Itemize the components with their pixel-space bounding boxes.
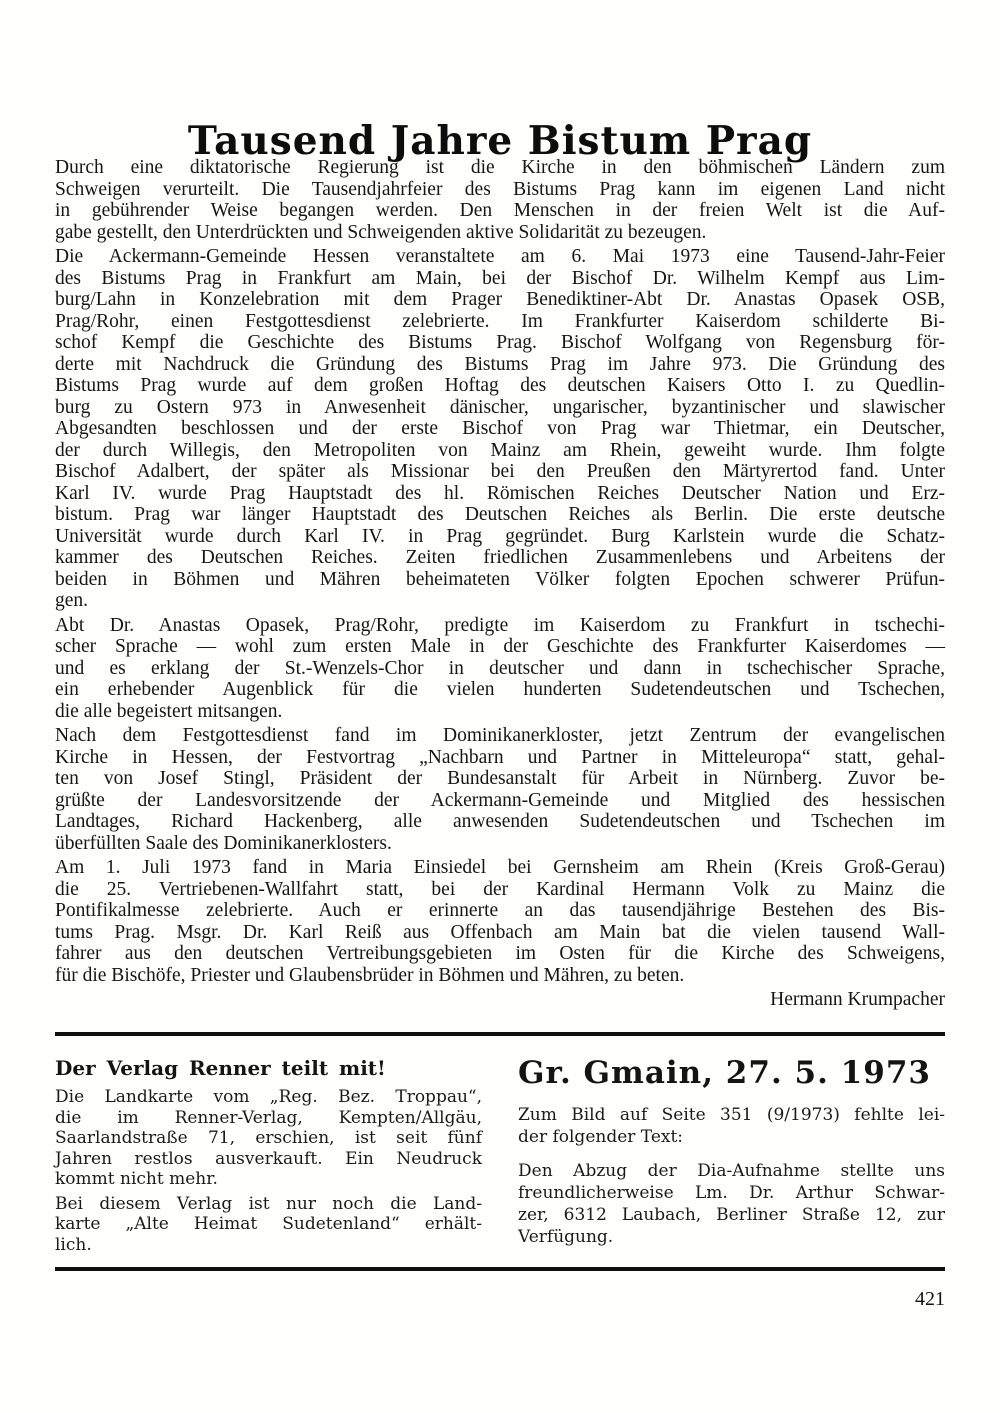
text-line: Jahren restlos ausverkauft. Ein Neudruck — [55, 1148, 482, 1169]
page-number: 421 — [915, 1288, 945, 1310]
text-line: freundlicherweise Lm. Dr. Arthur Schwar- — [518, 1183, 945, 1203]
text-line: der folgender Text: — [518, 1127, 684, 1147]
article-paragraph — [55, 857, 945, 986]
text-line: Zum Bild auf Seite 351 (9/1973) fehlte lei- — [518, 1105, 945, 1125]
text-line: die 25. Vertriebenen-Wallfahrt statt, bei der Kardinal Hermann Volk zu Mainz die — [55, 878, 945, 900]
text-line: fahrer aus den deutschen Vertreibungsgebieten im Osten für die Kirche des Schweigens, — [55, 943, 945, 964]
text-line: bistum. Prag war länger Hauptstadt des Deutschen Reiches als Berlin. Die erste deutsche — [55, 504, 945, 525]
text-line: für die Bischöfe, Priester und Glaubensbrüder in Böhmen und Mähren, zu beten. — [55, 964, 685, 986]
notice-verlag-renner — [55, 1056, 482, 1260]
notice-left-heading: Der Verlag Renner teilt mit! — [55, 1056, 386, 1080]
text-line: schof Kempf die Geschichte des Bistums Prag. Bischof Wolfgang von Regensburg för- — [55, 332, 945, 353]
article-body — [55, 157, 945, 1011]
text-line: Saarlandstraße 71, erschien, ist seit fünf — [55, 1128, 482, 1148]
text-line: Bischof Adalbert, der später als Missionar bei den Preußen den Märtyrertod fand. Unter — [55, 461, 945, 482]
text-line: Den Abzug der Dia-Aufnahme stellte uns — [518, 1161, 945, 1181]
text-line: ten von Josef Stingl, Präsident der Bundesanstalt für Arbeit in Nürnberg. Zuvor be- — [55, 768, 945, 789]
text-line: lich. — [55, 1234, 92, 1255]
text-line: Abgesandten beschlossen und der erste Bischof von Prag war Thietmar, ein Deutscher, — [55, 418, 945, 439]
text-line: Pontifikalmesse zelebrierte. Auch er erinnerte an das tausendjährige Bestehen des Bis- — [55, 900, 945, 921]
footer-divider-rule — [55, 1267, 945, 1271]
notice-gr-gmain — [518, 1056, 945, 1260]
text-line: Kirche in Hessen, der Festvortrag „Nachbarn und Partner in Mitteleuropa“ statt, gehal- — [55, 746, 945, 768]
text-line: grüßte der Landesvorsitzende der Ackermann-Gemeinde und Mitglied des hessischen — [55, 789, 945, 811]
text-line: ein erhebender Augenblick für die vielen hunderten Sudetendeutschen und Tschechen, — [55, 679, 945, 700]
article-paragraph — [55, 246, 945, 612]
text-line: kammer des Deutschen Reiches. Zeiten friedlichen Zusammenlebens und Arbeitens der — [55, 547, 945, 568]
text-line: die alle begeistert mitsangen. — [55, 700, 283, 722]
text-line: des Bistums Prag in Frankfurt am Main, bei der Bischof Dr. Wilhelm Kempf aus Lim- — [55, 267, 945, 289]
text-line: Landtages, Richard Hackenberg, alle anwesenden Sudetendeutschen und Tschechen im — [55, 811, 945, 832]
text-line: Nach dem Festgottesdienst fand im Dominikanerkloster, jetzt Zentrum der evangelischen — [55, 725, 945, 746]
text-line: Die Ackermann-Gemeinde Hessen veranstaltete am 6. Mai 1973 eine Tausend-Jahr-Feier — [55, 246, 945, 267]
text-line: und es erklang der St.-Wenzels-Chor in deutscher und dann in tschechischer Sprache, — [55, 657, 945, 679]
text-line: der durch Willegis, den Metropoliten von Mainz am Rhein, geweiht wurde. Ihm folgte — [55, 439, 945, 461]
text-line: gabe gestellt, den Unterdrückten und Schweigenden aktive Solidarität zu bezeugen. — [55, 221, 707, 243]
notice-paragraph — [55, 1087, 482, 1190]
text-line: derte mit Nachdruck die Gründung des Bistums Prag im Jahre 973. Die Gründung des — [55, 353, 945, 375]
article-paragraph — [55, 725, 945, 854]
article-title: Tausend Jahre Bistum Prag — [187, 118, 813, 165]
text-line: Verfügung. — [518, 1227, 614, 1247]
text-line: scher Sprache — wohl zum ersten Male in der Geschichte des Frankfurter Kaiserdomes — — [55, 636, 945, 657]
text-line: burg zu Ostern 973 in Anwesenheit dänischer, ungarischer, byzantinischer und slawischer — [55, 396, 945, 418]
text-line: Prag/Rohr, einen Festgottesdienst zelebrierte. Im Frankfurter Kaiserdom schilderte Bi- — [55, 310, 945, 332]
text-line: Bei diesem Verlag ist nur noch die Land- — [55, 1193, 482, 1214]
notice-paragraph — [518, 1104, 945, 1148]
article-paragraph — [55, 157, 945, 243]
text-line: in gebührender Weise begangen werden. Den Menschen in der freien Welt ist die Auf- — [55, 200, 945, 221]
notices-section — [55, 1056, 945, 1260]
text-line: überfüllten Saale des Dominikanerklosters. — [55, 832, 392, 854]
text-line: zer, 6312 Laubach, Berliner Straße 12, zur — [518, 1205, 945, 1225]
text-line: Die Landkarte vom „Reg. Bez. Troppau“, — [55, 1087, 482, 1107]
text-line: Karl IV. wurde Prag Hauptstadt des hl. Römischen Reiches Deutscher Nation und Erz- — [55, 482, 945, 504]
text-line: Universität wurde durch Karl IV. in Prag gegründet. Burg Karlstein wurde die Schatz- — [55, 525, 945, 547]
article-paragraph — [55, 615, 945, 723]
text-line: die im Renner-Verlag, Kempten/Allgäu, — [55, 1107, 482, 1128]
text-line: Bistums Prag wurde auf dem großen Hoftag des deutschen Kaisers Otto I. zu Quedlin- — [55, 375, 945, 396]
notice-paragraph — [55, 1194, 482, 1256]
text-line: Durch eine diktatorische Regierung ist die Kirche in den böhmischen Ländern zum — [55, 157, 945, 178]
text-line: beiden in Böhmen und Mähren beheimateten Völker folgten Epochen schwerer Prüfun- — [55, 568, 945, 590]
text-line: tums Prag. Msgr. Dr. Karl Reiß aus Offenbach am Main bat die vielen tausend Wall- — [55, 921, 945, 943]
notice-paragraph — [518, 1160, 945, 1248]
text-line: karte „Alte Heimat Sudetenland“ erhält- — [55, 1214, 482, 1234]
text-line: Abt Dr. Anastas Opasek, Prag/Rohr, predigte im Kaiserdom zu Frankfurt in tschechi- — [55, 614, 945, 636]
notice-right-heading: Gr. Gmain, 27. 5. 1973 — [518, 1055, 931, 1091]
text-line: gen. — [55, 590, 89, 611]
text-line: burg/Lahn in Konzelebration mit dem Prager Benediktiner-Abt Dr. Anastas Opasek OSB, — [55, 289, 945, 310]
text-line: kommt nicht mehr. — [55, 1169, 218, 1189]
section-divider-rule-top — [55, 1032, 945, 1036]
article-author-signature: Hermann Krumpacher — [770, 989, 945, 1010]
text-line: Schweigen verurteilt. Die Tausendjahrfeier des Bistums Prag kann im eigenen Land nicht — [55, 178, 945, 200]
text-line: Am 1. Juli 1973 fand in Maria Einsiedel bei Gernsheim am Rhein (Kreis Groß-Gerau) — [55, 857, 945, 878]
